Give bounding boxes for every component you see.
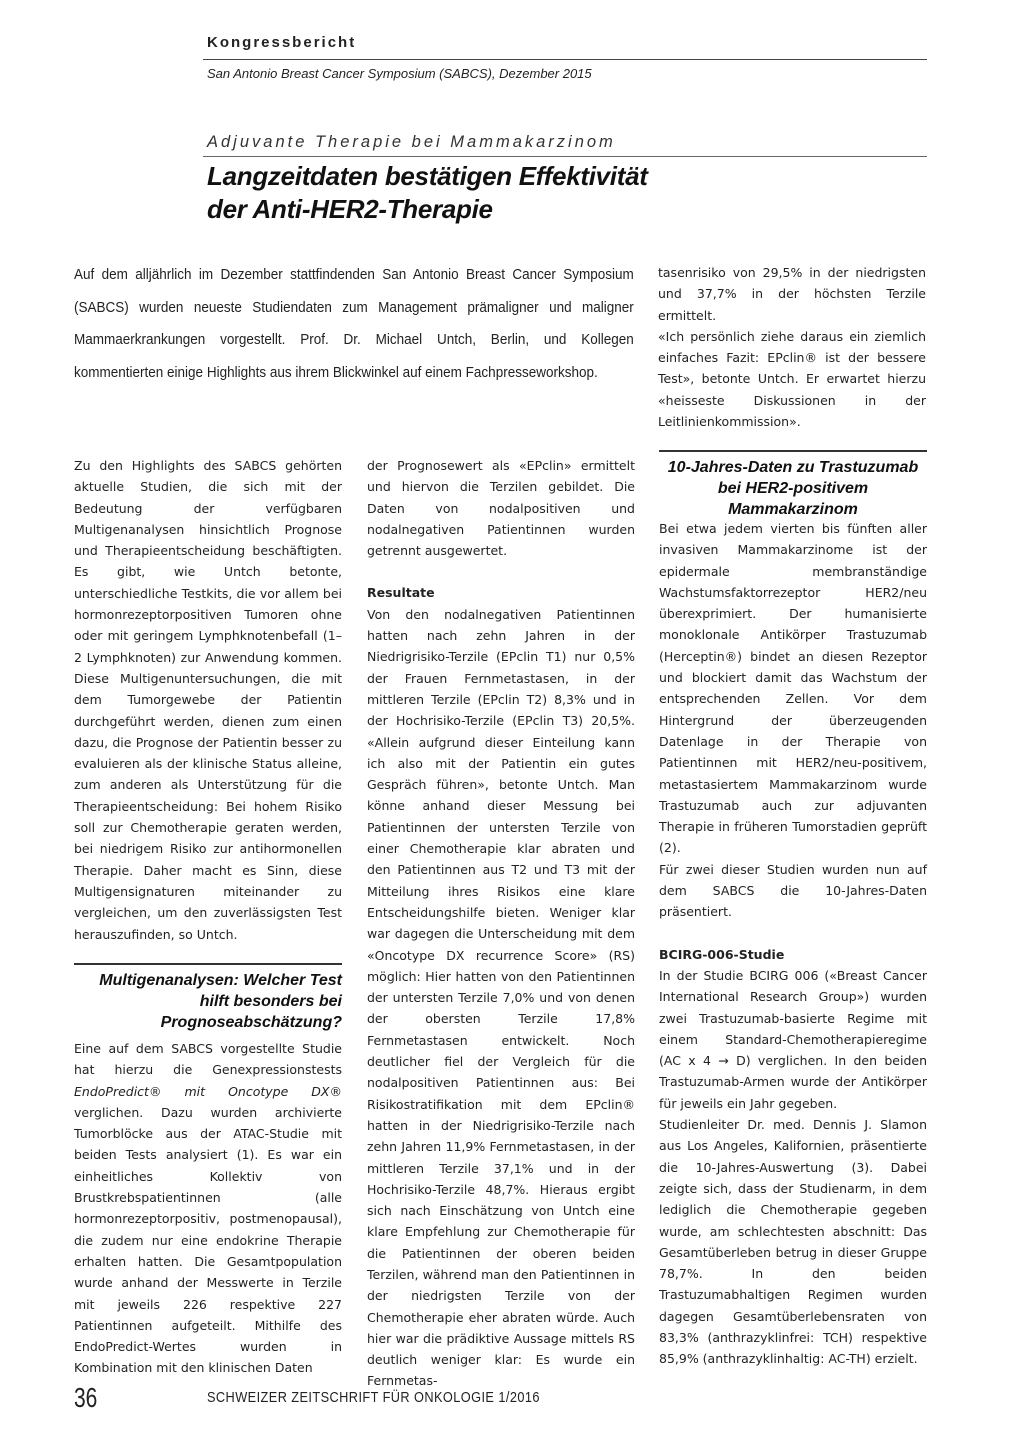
paragraph: Bei etwa jedem vierten bis fünften aller invasiven Mammakarzinome ist der epidermale membranständige Wachstumsfaktorrezeptor HER2/neu überexprimiert. Der humanisierte monoklonale Antikörper Trastuzumab (Herceptin®) bindet an diesen Rezeptor und blockiert damit das Wachstum der entsprechenden Zellen. Vor dem Hintergrund der überzeugenden Datenlage in der Therapie von Patientinnen mit HER2/neu-positivem, metastasiertem Mammakarzinom wurde Trastuzumab auch zur adjuvanten Therapie in früheren Tumorstadien geprüft (2). xyxy=(659,521,927,856)
title-line-1: Langzeitdaten bestätigen Effektivität xyxy=(207,161,648,191)
paragraph: der Prognosewert als «EPclin» ermittelt und hiervon die Terzilen gebildet. Die Daten von nodalpositiven und nodalnegativen Patientinnen wurden getrennt ausgewertet. xyxy=(367,458,635,559)
lead-paragraph: Auf dem alljährlich im Dezember stattfindenden San Antonio Breast Cancer Symposium (SABCS) wurden neueste Studiendaten zum Management prämaligner und maligner Mammaerkrankungen vorgestellt. Prof. Dr. Michael Untch, Berlin, und Kollegen kommentierten einige Highlights aus ihrem Blickwinkel auf einem Fachpresseworkshop. xyxy=(74,266,634,381)
subheading-bcirg: BCIRG-006-Studie xyxy=(659,946,785,962)
article-title xyxy=(207,160,927,226)
article-kicker: Adjuvante Therapie bei Mammakarzinom xyxy=(207,133,616,151)
body-column-2 xyxy=(367,455,635,1392)
body-column-3 xyxy=(659,518,927,1370)
section-rule xyxy=(74,963,342,965)
header-rule xyxy=(203,59,927,60)
title-line-2: der Anti-HER2-Therapie xyxy=(207,194,493,224)
paragraph: Von den nodalnegativen Patientinnen hatten nach zehn Jahren in der Niedrigrisiko-Terzile (EPclin T1) nur 0,5% der Frauen Fernmetastasen, in der mittleren Terzile (EPclin T2) 8,3% und in der Hochrisiko-Terzile (EPclin T3) 20,5%. «Allein aufgrund dieser Einteilung kann ich also mit der Patientin ein gutes Gespräch führen», betonte Untch. Man könne anhand dieser Messung bei Patientinnen der untersten Terzile von einer Chemotherapie klar abraten und den Patientinnen aus T2 und T3 mit der Mitteilung ihres Risikos eine klare Entscheidungshilfe bieten. Weniger klar war dagegen die Unterscheidung mit dem «Oncotype DX recurrence Score» (RS) möglich: Hier hatten von den Patientinnen der untersten Terzile 7,0% und von denen der obersten Terzile 17,8% Fernmetastasen entwickelt. Noch deutlicher fiel der Vergleich für die nodalpositiven Patientinnen aus: Bei Risikostratifikation mit dem EPclin® hatten in der Niedrigrisiko-Terzile nach zehn Jahren 11,9% Fernmetastasen, in der mittleren Terzile 37,1% und in der Hochrisiko-Terzile 48,7%. Hieraus ergibt sich nach Einschätzung von Untch eine klare Empfehlung zur Chemotherapie für die Patientinnen der oberen beiden Terzilen, während man den Patientinnen in der niedrigsten Terzile von der Chemotherapie eher abraten würde. Auch hier war die prädiktive Aussage mittels RS deutlich weniger klar: Es wurde ein Fernmetas- xyxy=(367,606,635,1389)
body-column-1 xyxy=(74,455,342,945)
page-number: 36 xyxy=(74,1382,98,1413)
text-run: verglichen. Dazu wurden archivierte Tumorblöcke aus der ATAC-Studie mit beiden Tests analysiert (1). Es war ein einheitliches Kollektiv von Brustkrebspatientinnen (alle hormonrezeptorpositiv, postmenopausal), die zudem nur eine endokrine Therapie erhalten hatten. Die Gesamtpopulation wurde anhand der Messwerte in Terzile mit jeweils 226 respektive 227 Patientinnen aufgeteilt. Mithilfe des EndoPredict-Wertes wurden in Kombination mit den klinischen Daten xyxy=(74,1104,342,1376)
paragraph: In der Studie BCIRG 006 («Breast Cancer International Research Group») wurden zwei Trastuzumab-basierte Regime mit einem Standard-Chemotherapieregime (AC x 4 → D) verglichen. In den beiden Trastuzumab-Armen wurde der Antikörper für jeweils ein Jahr gegeben. xyxy=(659,967,927,1111)
subheading-resultate: Resultate xyxy=(367,585,435,601)
body-column-1-lower xyxy=(74,1038,342,1379)
spacer xyxy=(367,561,635,582)
paragraph: Für zwei dieser Studien wurden nun auf dem SABCS die 10-Jahres-Daten präsentiert. xyxy=(659,861,927,920)
section-heading-multigen: Multigenanalysen: Welcher Test hilft besonders bei Prognoseabschätzung? xyxy=(99,972,342,1031)
journal-name: SCHWEIZER ZEITSCHRIFT FÜR ONKOLOGIE 1/2016 xyxy=(207,1389,540,1406)
kicker-rule xyxy=(203,156,927,157)
text-run: Eine auf dem SABCS vorgestellte Studie hat hierzu die Genexpressionstests xyxy=(74,1041,342,1078)
header-subtitle: San Antonio Breast Cancer Symposium (SABCS), Dezember 2015 xyxy=(207,66,592,81)
paragraph: «Ich persönlich ziehe daraus ein ziemlich einfaches Fazit: EPclin® ist der bessere Test», betonte Untch. Er erwartet hierzu «heisseste Diskussionen in der Leitlinienkommission». xyxy=(658,328,926,430)
paragraph xyxy=(74,1038,342,1379)
section-heading-trastuzumab: 10-Jahres-Daten zu Trastuzumab bei HER2-positivem Mammakarzinom xyxy=(667,459,919,518)
lead-right-column xyxy=(658,262,926,432)
emphasis-tests: EndoPredict® mit Oncotype DX® xyxy=(74,1083,342,1099)
spacer xyxy=(659,923,927,944)
section-rule xyxy=(659,450,927,452)
paragraph: Studienleiter Dr. med. Dennis J. Slamon aus Los Angeles, Kalifornien, präsentierte die 10-Jahres-Auswertung (3). Dabei zeigte sich, dass der Studienarm, in dem lediglich die Chemotherapie gegeben wurde, am schlechtesten abschnitt: Das Gesamtüberleben betrug in dieser Gruppe 78,7%. In den beiden Trastuzumabhaltigen Regimen wurden dagegen Gesamtüberlebensraten von 83,3% (anthrazyklinfrei: TCH) respektive 85,9% (anthrazyklinhaltig: AC-TH) erzielt. xyxy=(659,1117,927,1367)
paragraph: Zu den Highlights des SABCS gehörten aktuelle Studien, die sich mit der Bedeutung der verfügbaren Multigenanalysen hinsichtlich Prognose und Therapieentscheidung beschäftigten. Es gibt, wie Untch betonte, unterschiedliche Testkits, die vor allem bei hormonrezeptorpositiven Tumoren ohne oder mit geringem Lymphknotenbefall (1–2 Lymphknoten) zur Anwendung kommen. Diese Multigenuntersuchungen, die mit dem Tumorgewebe der Patientin durchgeführt werden, dienen zum einen dazu, die Prognose der Patientin besser zu evaluieren als der klinische Status alleine, zum anderen als Unterstützung für die Therapieentscheidung: Bei hohem Risiko soll zur Chemotherapie geraten werden, bei niedrigem Risiko zur antihormonellen Therapie. Daher macht es Sinn, diese Multigensignaturen miteinander zu vergleichen, um den zuverlässigsten Test herauszufinden, so Untch. xyxy=(74,458,342,942)
paragraph: tasenrisiko von 29,5% in der niedrigsten und 37,7% in der höchsten Terzile ermittelt. xyxy=(658,265,926,323)
section-label: Kongressbericht xyxy=(207,34,357,51)
